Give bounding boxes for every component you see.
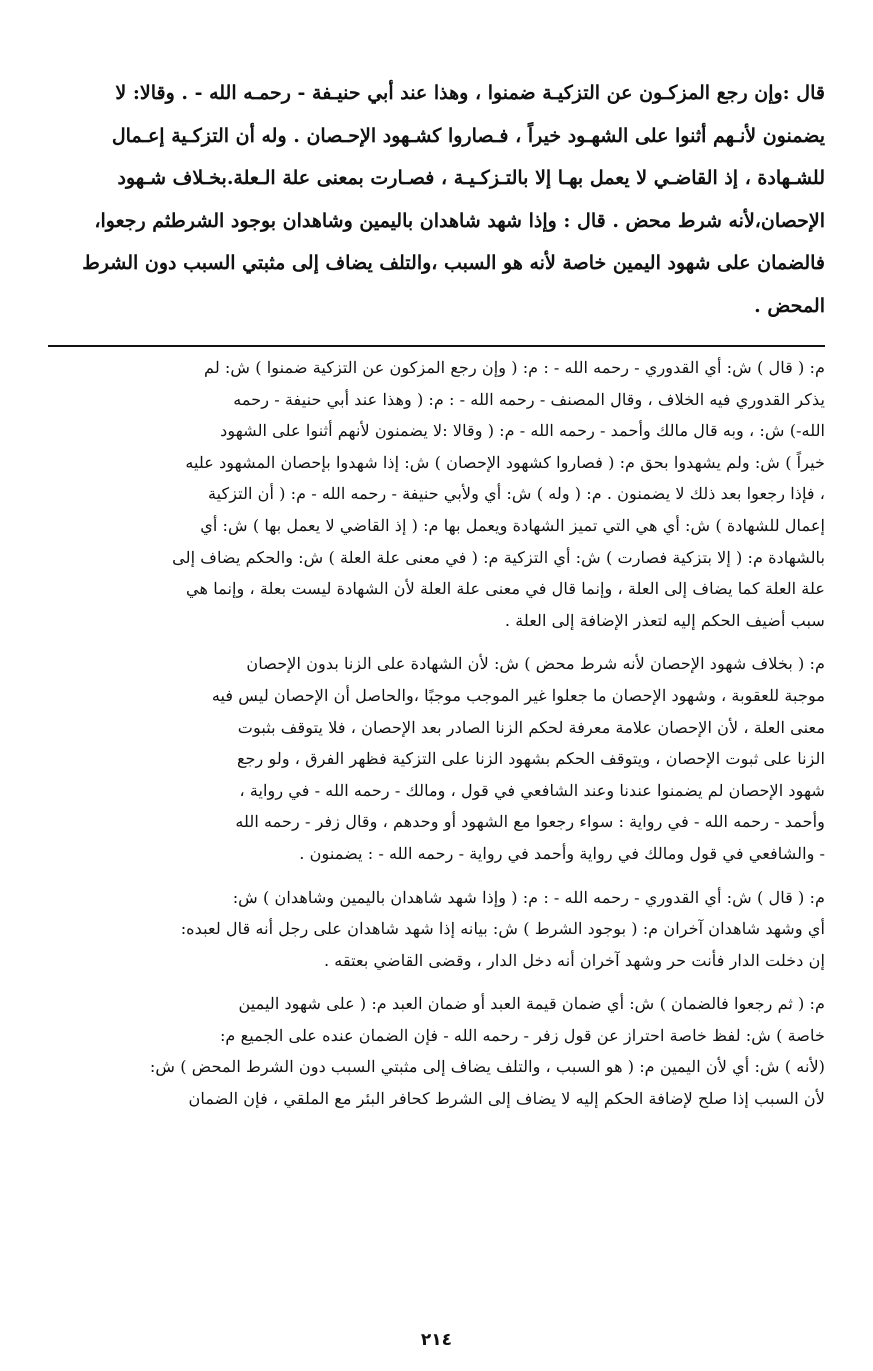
commentary-line: بالشهادة م: ( إلا بتزكية فصارت ) ش: أي التزكية م: ( في معنى علة العلة ) ش: والحكم يضاف إلى: [172, 547, 825, 567]
commentary-paragraph: [48, 882, 825, 977]
commentary-paragraph: [48, 988, 825, 1114]
commentary-line: وأحمد - رحمه الله - في رواية : سواء رجعوا مع الشهود أو وحدهم ، وقال زفر - رحمه الله: [235, 812, 825, 832]
commentary-line: إن دخلت الدار فأنت حر وشهد آخران أنه دخل الدار ، وقضى القاضي بعتقه .: [323, 950, 825, 970]
commentary-line: م: ( بخلاف شهود الإحصان لأنه شرط محض ) ش: لأن الشهادة على الزنا بدون الإحصان: [246, 654, 825, 674]
commentary-paragraph: [48, 352, 825, 636]
commentary: [48, 352, 825, 1127]
main-text-line: يضمنون لأنـهم أثنوا على الشهـود خيراً ، فـصاروا كشـهود الإحـصان . وله أن التزكـية إعـمال: [111, 124, 825, 147]
commentary-line: شهود الإحصان لم يضمنوا عندنا وعند الشافعي في قول ، ومالك - رحمه الله - في رواية ،: [239, 780, 825, 800]
commentary-paragraph: [48, 648, 825, 869]
commentary-line: يذكر القدوري فيه الخلاف ، وقال المصنف - رحمه الله - : م: ( وهذا عند أبي حنيفة - رحمه: [233, 389, 825, 409]
commentary-line: علة العلة كما يضاف إلى العلة ، وإنما قال في معنى علة العلة لأن الشهادة ليست بعلة ، وإنما هي: [186, 579, 825, 599]
commentary-line: سبب أضيف الحكم إليه لتعذر الإضافة إلى العلة .: [504, 610, 825, 630]
main-text-line: للشـهادة ، إذ القاضـي لا يعمل بهـا إلا بالتـزكـيـة ، فصـارت بمعنى علة الـعلة.بخـلاف شـهود: [117, 167, 825, 189]
commentary-line: (لأنه ) ش: أي لأن اليمين م: ( هو السبب ، والتلف يضاف إلى مثبتي السبب دون الشرط المحض ) ش:: [149, 1057, 825, 1077]
commentary-line: الزنا على ثبوت الإحصان ، ويتوقف الحكم بشهود الزنا على التزكية فظهر الفرق ، ولو رجع: [236, 749, 825, 769]
main-text-line: الإحصان،لأنه شرط محض . قال : وإذا شهد شاهدان باليمين وشاهدان بوجود الشرطثم رجعوا،: [94, 209, 825, 232]
page-number: ٢١٤: [420, 1330, 453, 1350]
section-divider: [48, 345, 825, 347]
commentary-line: لأن السبب إذا صلح لإضافة الحكم إليه لا يضاف إلى الشرط كحافر البئر مع الملقي ، فإن الضمان: [188, 1089, 825, 1109]
commentary-line: خاصة ) ش: لفظ خاصة احتراز عن قول زفر - رحمه الله - فإن الضمان عنده على الجميع م:: [219, 1025, 825, 1045]
commentary-line: الله-) ش: ، وبه قال مالك وأحمد - رحمه الله - م: ( وقالا :لا يضمنون لأنهم أثنوا على الشهود: [220, 421, 825, 441]
main-text-line: المحض .: [754, 294, 825, 317]
commentary-line: م: ( قال ) ش: أي القدوري - رحمه الله - : م: ( وإذا شهد شاهدان باليمين وشاهدان ) ش:: [232, 887, 825, 907]
main-text-line: قال :وإن رجع المزكـون عن التزكيـة ضمنوا ، وهذا عند أبي حنيـفة - رحمـه الله - . وقالا: لا: [115, 82, 825, 104]
commentary-line: موجبة للعقوبة ، وشهود الإحصان ما جعلوا غير الموجب موجبًا ،والحاصل أن الإحصان ليس فيه: [211, 685, 825, 705]
commentary-line: إعمال للشهادة ) ش: أي هي التي تميز الشهادة ويعمل بها م: ( إذ القاضي لا يعمل بها ) ش: أي: [200, 515, 825, 535]
commentary-line: معنى العلة ، لأن الإحصان علامة معرفة لحكم الزنا الصادر بعد الإحصان ، فلا يتوقف بثبوت: [237, 717, 825, 737]
commentary-line: أي وشهد شاهدان آخران م: ( بوجود الشرط ) ش: بيانه إذا شهد شاهدان على رجل أنه قال لعبده:: [180, 919, 825, 939]
commentary-line: ، فإذا رجعوا بعد ذلك لا يضمنون . م: ( وله ) ش: أي ولأبي حنيفة - رحمه الله - م: ( أن التزكية: [207, 484, 825, 504]
commentary-line: خيراً ) ش: ولم يشهدوا بحق م: ( فصاروا كشهود الإحصان ) ش: إذا شهدوا بإحصان المشهود عليه: [185, 452, 825, 472]
commentary-line: - والشافعي في قول ومالك في رواية وأحمد في رواية - رحمه الله - : يضمنون .: [299, 843, 825, 863]
commentary-line: م: ( قال ) ش: أي القدوري - رحمه الله - : م: ( وإن رجع المزكون عن التزكية ضمنوا ) ش: لم: [204, 358, 825, 377]
main-text-line: فالضمان على شهود اليمين خاصة لأنه هو السبب ،والتلف يضاف إلى مثبتي السبب دون الشرط: [82, 252, 825, 274]
main-text: [48, 72, 825, 327]
commentary-line: م: ( ثم رجعوا فالضمان ) ش: أي ضمان قيمة العبد أو ضمان العبد م: ( على شهود اليمين: [238, 994, 825, 1014]
